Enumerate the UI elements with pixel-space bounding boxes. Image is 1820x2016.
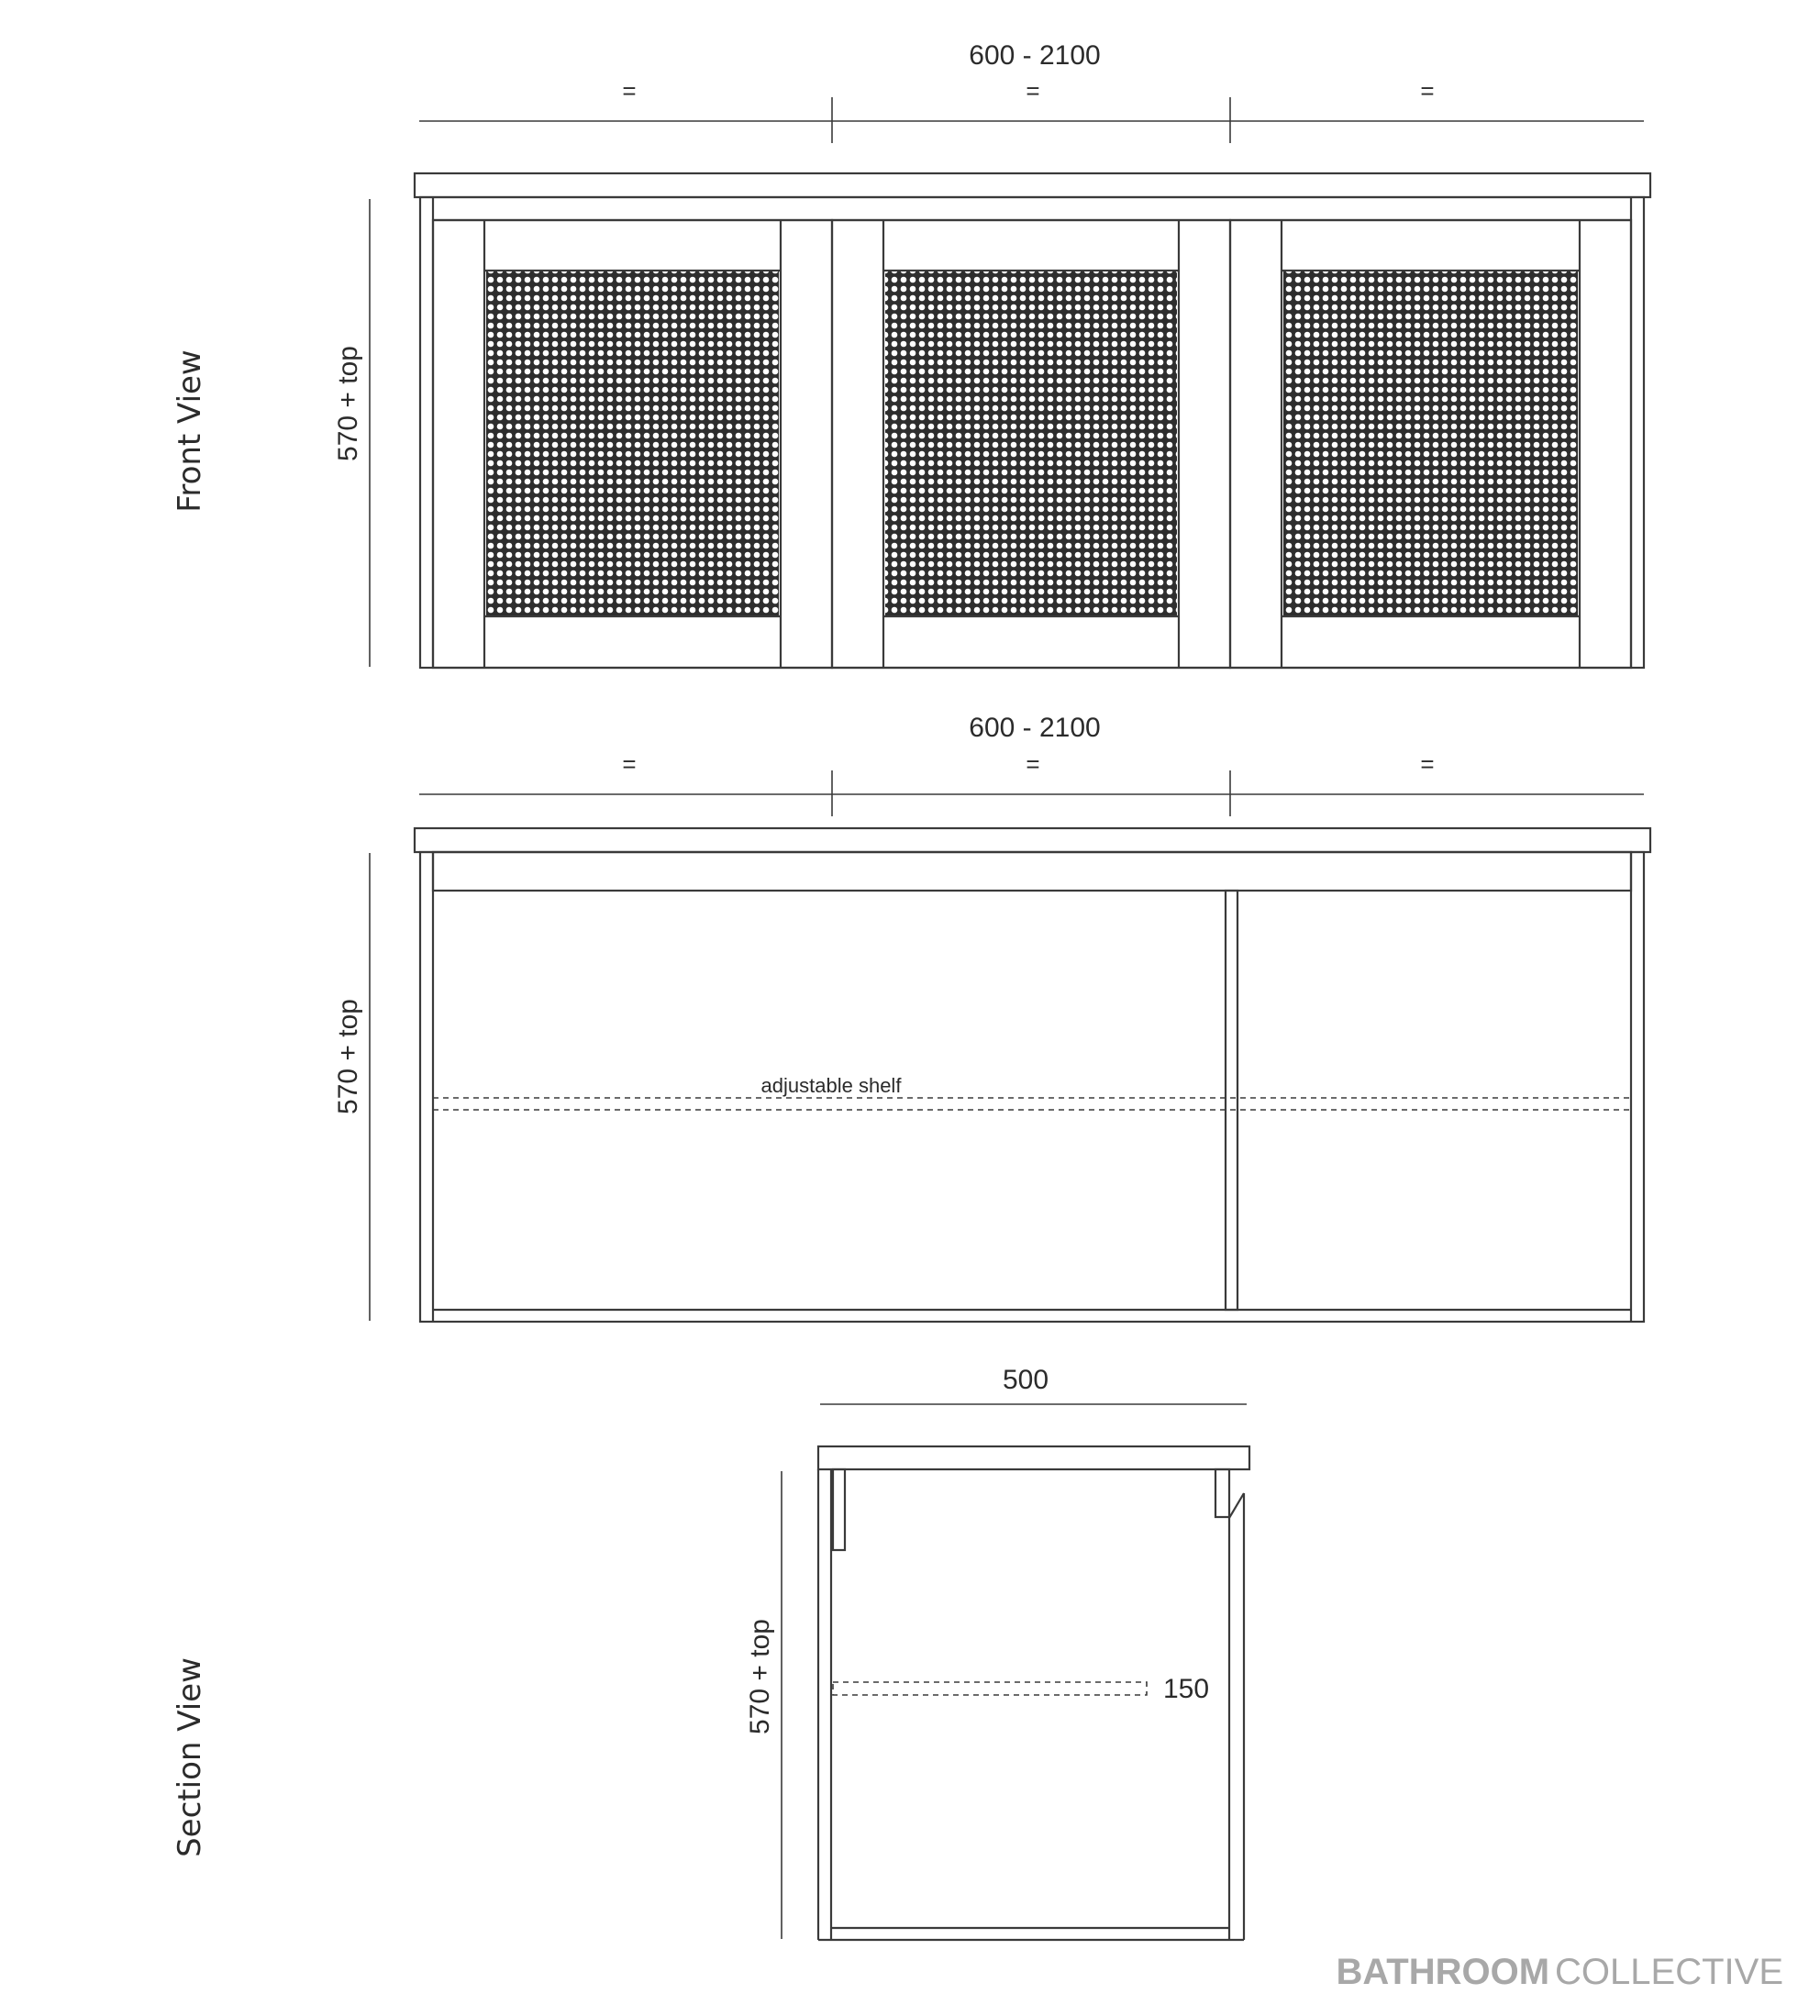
section-top-panel — [818, 1446, 1249, 1469]
front-door-2 — [832, 220, 1230, 668]
front-width-text: 600 - 2100 — [969, 40, 1101, 71]
open-width-text: 600 - 2100 — [969, 713, 1101, 743]
front-view — [172, 40, 1650, 668]
adjustable-shelf-label: adjustable shelf — [760, 1074, 902, 1097]
front-door-1 — [433, 220, 832, 668]
front-segment-mark-2: = — [1026, 77, 1040, 105]
section-view — [172, 1365, 1249, 1940]
front-door-1-mesh — [486, 271, 779, 615]
section-back-batten — [1215, 1469, 1229, 1517]
open-view — [333, 713, 1650, 1322]
open-segment-mark-2: = — [1026, 750, 1040, 778]
open-upper-rail — [433, 852, 1631, 891]
section-front-batten — [833, 1469, 845, 1550]
section-width-text: 500 — [1002, 1365, 1049, 1395]
section-height-dimension — [745, 1471, 782, 1939]
open-top-panel — [415, 828, 1650, 852]
open-carcass — [420, 852, 1644, 1322]
front-door-3-mesh — [1283, 271, 1578, 615]
adjustable-shelf — [433, 1074, 1631, 1110]
open-divider — [1226, 891, 1237, 1310]
front-height-text: 570 + top — [333, 346, 363, 461]
front-width-dimension — [419, 40, 1644, 143]
front-door-2-mesh — [885, 271, 1177, 615]
section-shelf — [833, 1682, 1147, 1695]
front-cabinet — [415, 173, 1650, 668]
open-cabinet — [415, 828, 1650, 1322]
brand-light-text: COLLECTIVE — [1555, 1952, 1783, 1992]
front-view-label: Front View — [172, 349, 208, 513]
open-width-dimension — [419, 713, 1644, 816]
front-door-3 — [1230, 220, 1631, 668]
section-view-label: Section View — [172, 1657, 208, 1857]
section-height-text: 570 + top — [745, 1619, 775, 1734]
open-segment-mark-3: = — [1420, 750, 1435, 778]
front-height-dimension — [333, 199, 370, 667]
front-segment-mark-3: = — [1420, 77, 1435, 105]
brand-bold-text: BATHROOM — [1336, 1952, 1550, 1992]
section-width-dimension — [820, 1365, 1247, 1404]
section-cabinet — [818, 1446, 1249, 1940]
open-segment-mark-1: = — [622, 750, 637, 778]
open-height-dimension — [333, 853, 370, 1321]
brand-logo — [1336, 1952, 1783, 1992]
svg-text:BATHROOMCOLLECTIVE — [1336, 1952, 1783, 1992]
front-top-panel — [415, 173, 1650, 197]
open-height-text: 570 + top — [333, 999, 363, 1114]
front-segment-mark-1: = — [622, 77, 637, 105]
section-shelf-dimension: 150 — [1163, 1674, 1210, 1704]
